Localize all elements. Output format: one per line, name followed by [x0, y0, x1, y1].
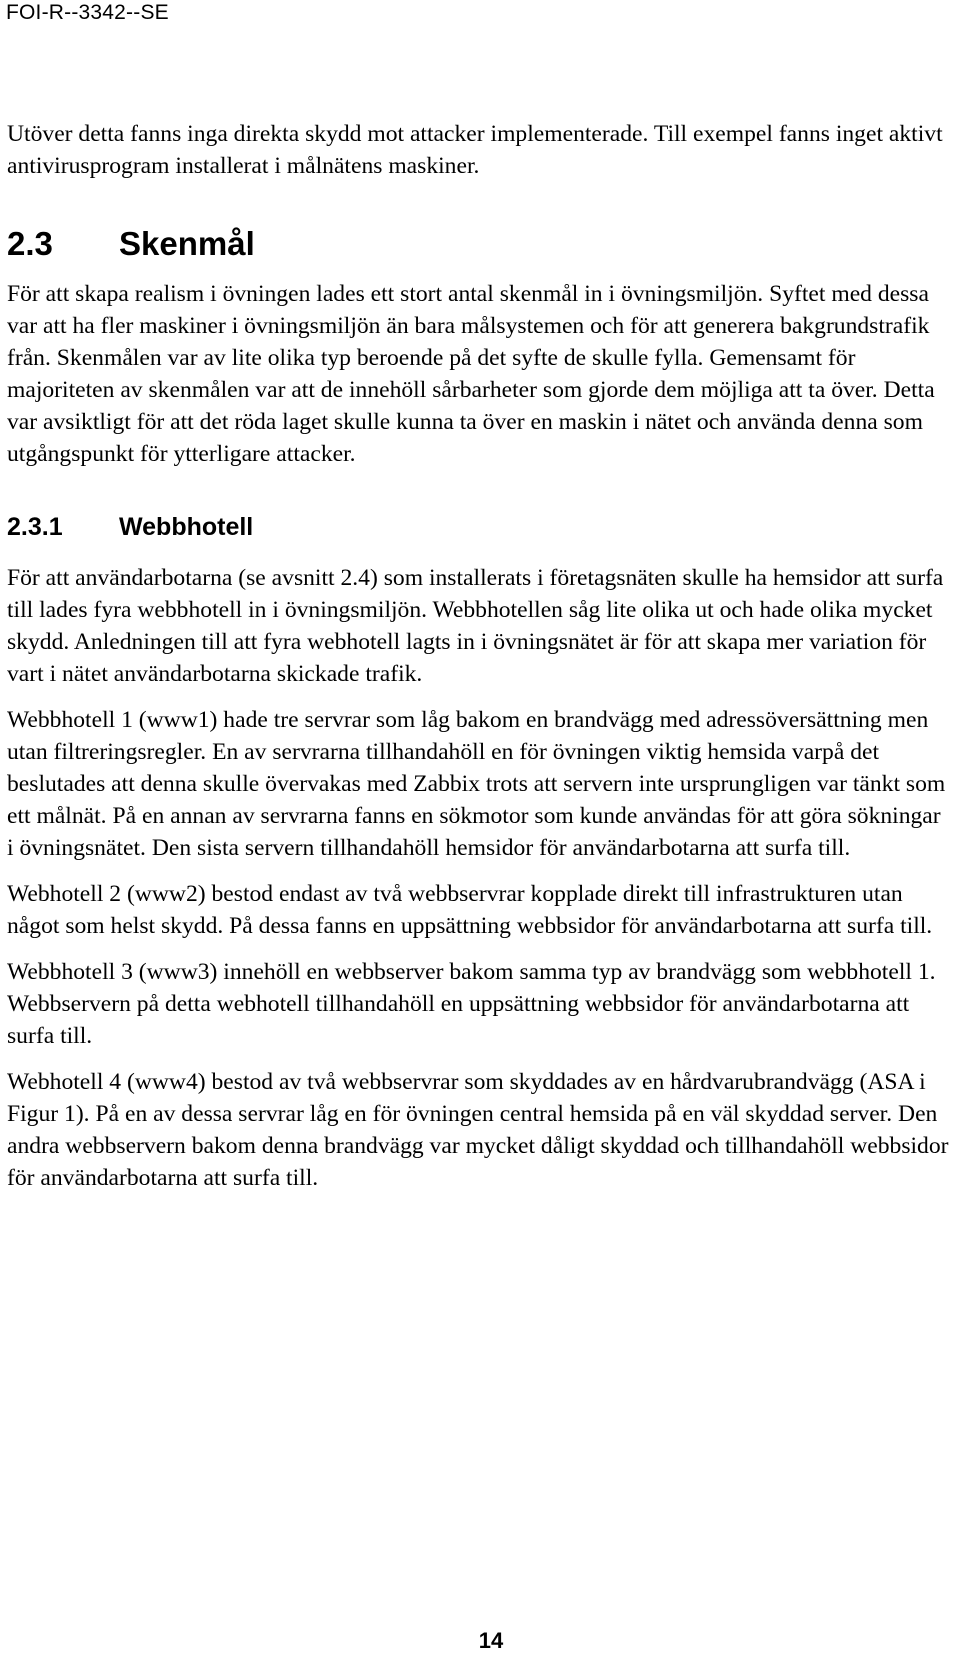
- paragraph-webbhotell-intro: För att användarbotarna (se avsnitt 2.4) som installerats i företagsnäten skulle ha hemsidor att surfa till lades fyra webbhotell in i övningsmiljön. Webbhotellen såg lite olika ut och hade olika mycket skydd. Anledningen till att fyra webhotell lagts in i övningsnätet är för att skapa mer variation för vart i nätet användarbotarna skickade trafik.: [7, 565, 944, 687]
- page-content: [7, 118, 952, 1194]
- paragraph-www1: Webbhotell 1 (www1) hade tre servrar som låg bakom en brandvägg med adressöversättning men utan filtreringsregler. En av servrarna tillhandahöll en för övningen viktig hemsida varpå det beslutades att denna skulle övervakas med Zabbix trots att servern inte ursprungligen var tänkt som ett målnät. På en annan av servrarna fanns en sökmotor som kunde användas för att göra sökningar i övningsnätet. Den sista servern tillhandahöll hemsidor för användarbotarna att surfa till.: [7, 707, 946, 861]
- section-title: Skenmål: [119, 225, 255, 262]
- paragraph-www4: Webhotell 4 (www4) bestod av två webbservrar som skyddades av en hårdvarubrandvägg (ASA i Figur 1). På en av dessa servrar låg en för övningen central hemsida på en väl skyddad server. Den andra webbservern bakom denna brandvägg var mycket dåligt skyddad och tillhandahöll webbsidor för användarbotarna att surfa till.: [7, 1069, 949, 1191]
- subsection-number: 2.3.1: [7, 513, 63, 541]
- paragraph-www2: Webhotell 2 (www2) bestod endast av två webbservrar kopplade direkt till infrastrukturen utan något som helst skydd. På dessa fanns en uppsättning webbsidor för användarbotarna att surfa till.: [7, 881, 933, 939]
- subsection-title: Webbhotell: [119, 513, 254, 541]
- paragraph-skenmal: För att skapa realism i övningen lades ett stort antal skenmål in i övningsmiljön. Syftet med dessa var att ha fler maskiner i övningsmiljön än bara målsystemen och för att generera bakgrundstrafik från. Skenmålen var av lite olika typ beroende på det syfte de skulle fylla. Gemensamt för majoriteten av skenmålen var att de innehöll sårbarheter som gjorde dem möjliga att ta över. Detta var avsiktligt för att det röda laget skulle kunna ta över en maskin i nätet och använda denna som utgångspunkt för ytterligare attacker.: [7, 281, 935, 467]
- page-number: 14: [478, 1628, 504, 1653]
- paragraph-www3: Webbhotell 3 (www3) innehöll en webbserver bakom samma typ av brandvägg som webbhotell 1. Webbservern på detta webhotell tillhandahöll en uppsättning webbsidor för användarbotarna att surfa till.: [7, 959, 936, 1049]
- section-heading: [7, 224, 952, 264]
- document-id: FOI-R--3342--SE: [6, 1, 169, 24]
- paragraph-intro: Utöver detta fanns inga direkta skydd mot attacker implementerade. Till exempel fanns inget aktivt antivirusprogram installerat i målnätens maskiner.: [7, 121, 943, 179]
- subsection-heading: [7, 512, 952, 542]
- section-number: 2.3: [7, 225, 53, 262]
